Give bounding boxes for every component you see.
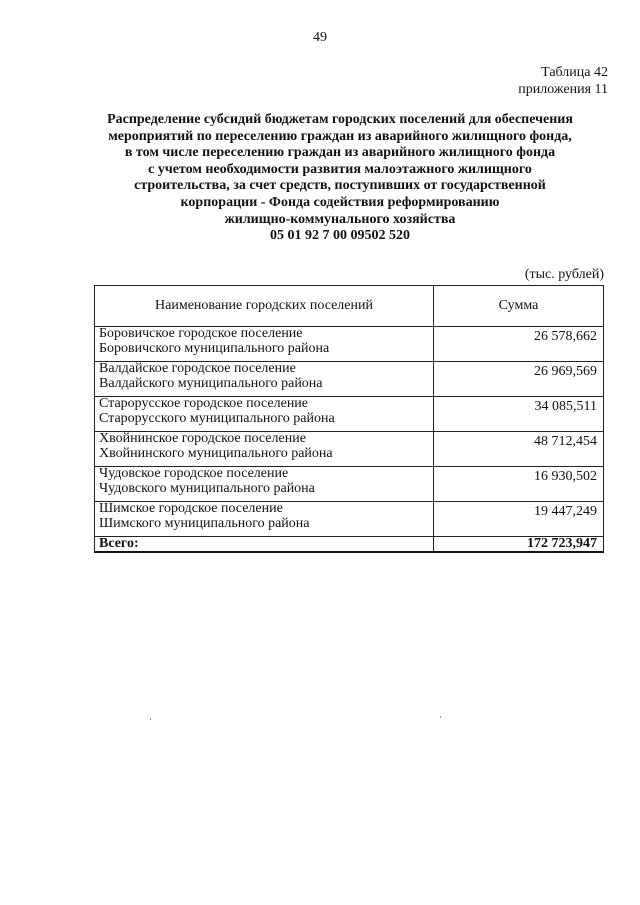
- table-row: [95, 362, 604, 397]
- table-number: Таблица 42: [541, 65, 608, 80]
- table-row: [95, 502, 604, 537]
- title-line: Распределение субсидий бюджетам городских поселений для обеспечения: [107, 112, 573, 127]
- subsidies-table: [94, 285, 604, 553]
- header-name: Наименование городских поселений: [95, 286, 434, 327]
- district-name-line: Хвойнинского муниципального района: [99, 445, 333, 461]
- subsidy-amount: 26 578,662: [434, 327, 604, 362]
- subsidy-amount: 26 969,569: [434, 362, 604, 397]
- district-name-line: Боровичского муниципального района: [99, 340, 330, 356]
- title-line: корпорации - Фонда содействия реформированию: [180, 194, 500, 210]
- document-title: [60, 112, 620, 245]
- title-line: жилищно-коммунального хозяйства: [224, 211, 456, 227]
- table-reference: [518, 64, 608, 98]
- title-line: с учетом необходимости развития малоэтажного жилищного: [148, 161, 532, 177]
- settlement-name: [95, 397, 434, 432]
- units-label: (тыс. рублей): [524, 267, 604, 282]
- settlement-name-line: Старорусское городское поселение: [99, 396, 309, 411]
- subsidy-amount: 19 447,249: [434, 502, 604, 537]
- title-line: строительства, за счет средств, поступивших от государственной: [134, 178, 546, 194]
- settlement-name: [95, 502, 434, 537]
- district-name-line: Чудовского муниципального района: [99, 480, 315, 496]
- table-row: [95, 327, 604, 362]
- settlement-name: [95, 432, 434, 467]
- district-name-line: Шимского муниципального района: [99, 515, 310, 531]
- title-line: в том числе переселению граждан из аварийного жилищного фонда: [124, 145, 556, 161]
- settlement-name-line: Шимское городское поселение: [99, 501, 283, 516]
- budget-classification-code: 05 01 92 7 00 09502 520: [270, 228, 410, 244]
- subsidy-amount: 16 930,502: [434, 467, 604, 502]
- settlement-name-line: Хвойнинское городское поселение: [99, 431, 306, 446]
- settlement-name: [95, 327, 434, 362]
- settlement-name: [95, 362, 434, 397]
- settlement-name-line: Чудовское городское поселение: [99, 466, 289, 481]
- subsidy-amount: 48 712,454: [434, 432, 604, 467]
- appendix-number: приложения 11: [518, 82, 608, 97]
- page-number: 49: [313, 30, 327, 45]
- table-row: [95, 432, 604, 467]
- district-name-line: Валдайского муниципального района: [99, 375, 323, 391]
- settlement-name-line: Боровичское городское поселение: [99, 326, 303, 341]
- scan-speck: [440, 716, 441, 718]
- settlement-name-line: Валдайское городское поселение: [99, 361, 296, 376]
- table-row: [95, 467, 604, 502]
- total-label: Всего:: [95, 537, 434, 553]
- settlement-name: [95, 467, 434, 502]
- title-line: мероприятий по переселению граждан из аварийного жилищного фонда,: [108, 128, 572, 144]
- scan-speck: [150, 718, 151, 720]
- subsidy-amount: 34 085,511: [434, 397, 604, 432]
- total-amount: 172 723,947: [434, 537, 604, 553]
- table-total-row: [95, 537, 604, 553]
- table-header-row: [95, 286, 604, 327]
- district-name-line: Старорусского муниципального района: [99, 410, 335, 426]
- table-row: [95, 397, 604, 432]
- header-amount: Сумма: [434, 286, 604, 327]
